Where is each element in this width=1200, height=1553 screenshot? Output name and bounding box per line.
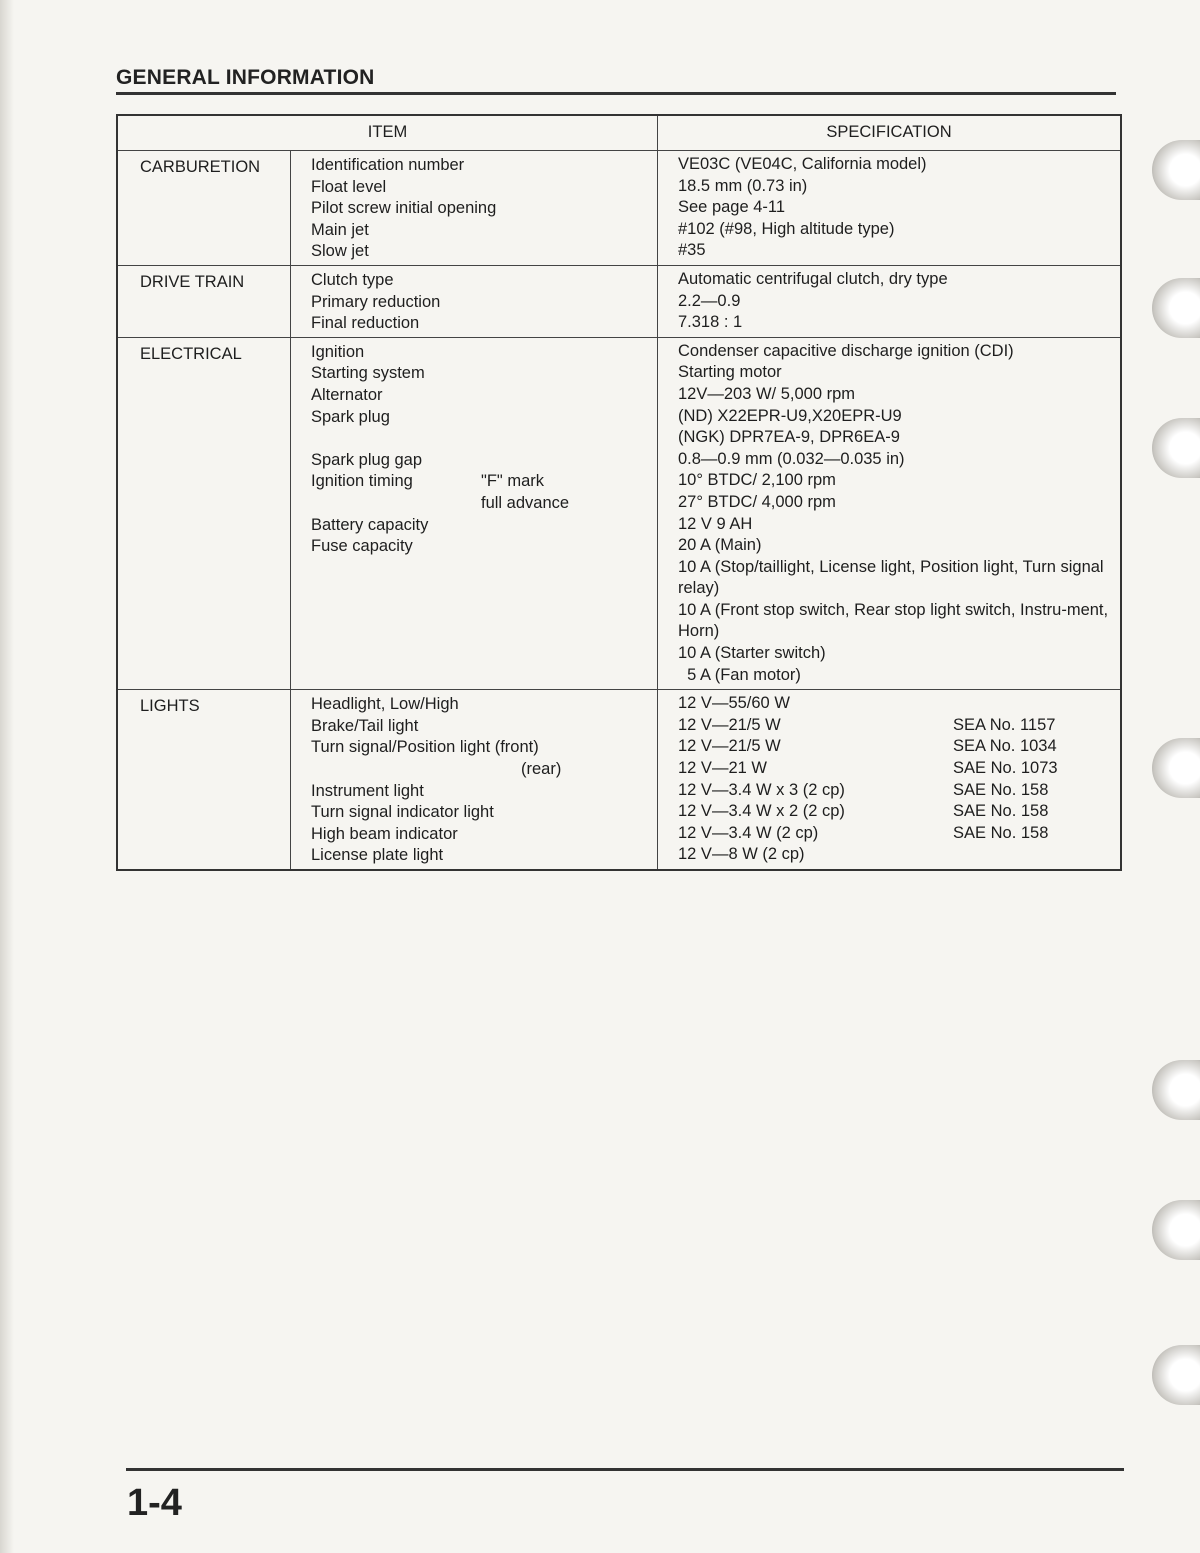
binder-hole-icon bbox=[1152, 140, 1200, 200]
binder-hole-icon bbox=[1152, 1060, 1200, 1120]
item-label: Pilot screw initial opening bbox=[311, 199, 497, 218]
specs-carburetion bbox=[658, 151, 1122, 266]
item-sublabel: "F" mark bbox=[481, 472, 545, 491]
spec-value: 10° BTDC/ 2,100 rpm bbox=[678, 471, 836, 490]
binder-hole-icon bbox=[1152, 1200, 1200, 1260]
light-spec-row bbox=[678, 758, 1114, 780]
spec-value: Automatic centrifugal clutch, dry type bbox=[678, 269, 948, 288]
item-label: Identification number bbox=[311, 156, 465, 174]
sae-number: SAE No. 158 bbox=[953, 823, 1049, 842]
light-spec-row bbox=[678, 844, 1114, 866]
item-label: Final reduction bbox=[311, 314, 420, 333]
specifications-table bbox=[116, 114, 1122, 871]
category-electrical: ELECTRICAL bbox=[117, 337, 291, 690]
spec-value: 12 V—55/60 W bbox=[678, 694, 790, 713]
spec-value: 12 V—21/5 W bbox=[678, 715, 781, 734]
spec-value: 12 V—21 W bbox=[678, 759, 767, 778]
item-label: Clutch type bbox=[311, 270, 394, 289]
binder-hole-icon bbox=[1152, 738, 1200, 798]
item-label: Main jet bbox=[311, 220, 369, 239]
spec-value: 12 V—3.4 W (2 cp) bbox=[678, 823, 819, 842]
item-sublabel: (rear) bbox=[521, 760, 562, 779]
spec-value: 12 V—3.4 W x 3 (2 cp) bbox=[678, 780, 845, 799]
specs-drive-train bbox=[658, 265, 1122, 337]
spec-value: (NGK) DPR7EA-9, DPR6EA-9 bbox=[678, 428, 900, 447]
spec-value: #35 bbox=[678, 241, 706, 260]
sae-number: SAE No. 158 bbox=[953, 802, 1049, 821]
section-title: GENERAL INFORMATION bbox=[116, 66, 375, 89]
footer-divider bbox=[126, 1468, 1124, 1471]
spec-value: 5 A (Fan motor) bbox=[678, 665, 801, 684]
full-advance-row bbox=[311, 493, 657, 515]
spec-value: 10 A (Stop/taillight, License light, Position light, Turn signal relay) bbox=[678, 557, 1104, 598]
item-label: Battery capacity bbox=[311, 515, 429, 534]
item-label: Ignition bbox=[311, 342, 365, 361]
item-label: Brake/Tail light bbox=[311, 716, 419, 735]
light-spec-row bbox=[678, 801, 1114, 823]
sae-number: SEA No. 1034 bbox=[953, 737, 1057, 756]
spacer bbox=[311, 428, 657, 450]
spec-value: #102 (#98, High altitude type) bbox=[678, 219, 895, 238]
item-label: Starting system bbox=[311, 364, 425, 383]
item-label: Turn signal indicator light bbox=[311, 803, 494, 822]
table-row-lights bbox=[117, 690, 1121, 870]
spec-value: 20 A (Main) bbox=[678, 536, 762, 555]
item-label: Turn signal/Position light (front) bbox=[311, 738, 539, 757]
spec-value: Starting motor bbox=[678, 363, 782, 382]
item-label: Fuse capacity bbox=[311, 537, 413, 556]
header-divider bbox=[116, 92, 1116, 95]
item-label: Primary reduction bbox=[311, 292, 441, 311]
spec-value: 27° BTDC/ 4,000 rpm bbox=[678, 492, 836, 511]
spacer bbox=[311, 493, 481, 515]
sae-number: SEA No. 1157 bbox=[953, 715, 1056, 734]
specs-electrical bbox=[658, 337, 1122, 690]
item-label: Spark plug bbox=[311, 407, 390, 426]
item-label: Ignition timing bbox=[311, 472, 413, 491]
light-spec-row bbox=[678, 715, 1114, 737]
table-header-row bbox=[117, 115, 1121, 151]
light-spec-row bbox=[678, 693, 1114, 715]
item-label: Spark plug gap bbox=[311, 450, 422, 469]
sae-number: SAE No. 1073 bbox=[953, 759, 1058, 778]
item-label: Alternator bbox=[311, 385, 383, 404]
spec-value: 7.318 : 1 bbox=[678, 313, 743, 332]
spec-value: 0.8—0.9 mm (0.032—0.035 in) bbox=[678, 449, 905, 468]
items-lights bbox=[291, 690, 658, 870]
spec-value: 10 A (Front stop switch, Rear stop light switch, Instru-ment, Horn) bbox=[678, 600, 1109, 641]
spec-value: 18.5 mm (0.73 in) bbox=[678, 176, 808, 195]
spec-value: 12V—203 W/ 5,000 rpm bbox=[678, 384, 856, 403]
item-sublabel: full advance bbox=[481, 493, 570, 512]
items-drive-train bbox=[291, 265, 658, 337]
items-carburetion bbox=[291, 151, 658, 266]
spec-value: 10 A (Starter switch) bbox=[678, 644, 826, 663]
column-header-specification: SPECIFICATION bbox=[658, 115, 1122, 151]
spec-value: 12 V—21/5 W bbox=[678, 737, 781, 756]
items-electrical bbox=[291, 337, 658, 690]
column-header-item: ITEM bbox=[117, 115, 658, 151]
page-binding-edge bbox=[0, 0, 14, 1553]
category-carburetion: CARBURETION bbox=[117, 151, 291, 266]
page-number: 1-4 bbox=[127, 1482, 182, 1524]
item-label: Slow jet bbox=[311, 242, 369, 261]
ignition-timing-row bbox=[311, 471, 657, 493]
item-label: Headlight, Low/High bbox=[311, 695, 459, 714]
binder-hole-icon bbox=[1152, 418, 1200, 478]
light-spec-row bbox=[678, 780, 1114, 802]
item-label: License plate light bbox=[311, 846, 444, 865]
item-label: Instrument light bbox=[311, 781, 424, 800]
spec-value: 12 V—3.4 W x 2 (2 cp) bbox=[678, 802, 845, 821]
spec-value: VE03C (VE04C, California model) bbox=[678, 155, 927, 173]
specs-lights bbox=[658, 690, 1122, 870]
binder-hole-icon bbox=[1152, 1345, 1200, 1405]
spec-value: 12 V—8 W (2 cp) bbox=[678, 845, 805, 864]
light-spec-row bbox=[678, 736, 1114, 758]
item-label: High beam indicator bbox=[311, 824, 458, 843]
table-row-electrical bbox=[117, 337, 1121, 690]
table-row-carburetion bbox=[117, 151, 1121, 266]
spec-value: 12 V 9 AH bbox=[678, 514, 753, 533]
spec-value: 2.2—0.9 bbox=[678, 291, 741, 310]
sae-number: SAE No. 158 bbox=[953, 780, 1049, 799]
binder-hole-icon bbox=[1152, 278, 1200, 338]
table-row-drive-train bbox=[117, 265, 1121, 337]
item-label: Float level bbox=[311, 177, 387, 196]
spec-value: See page 4-11 bbox=[678, 198, 786, 217]
category-drive-train: DRIVE TRAIN bbox=[117, 265, 291, 337]
spec-value: (ND) X22EPR-U9,X20EPR-U9 bbox=[678, 406, 902, 425]
category-lights: LIGHTS bbox=[117, 690, 291, 870]
light-spec-row bbox=[678, 823, 1114, 845]
spec-value: Condenser capacitive discharge ignition (CDI) bbox=[678, 341, 1014, 360]
